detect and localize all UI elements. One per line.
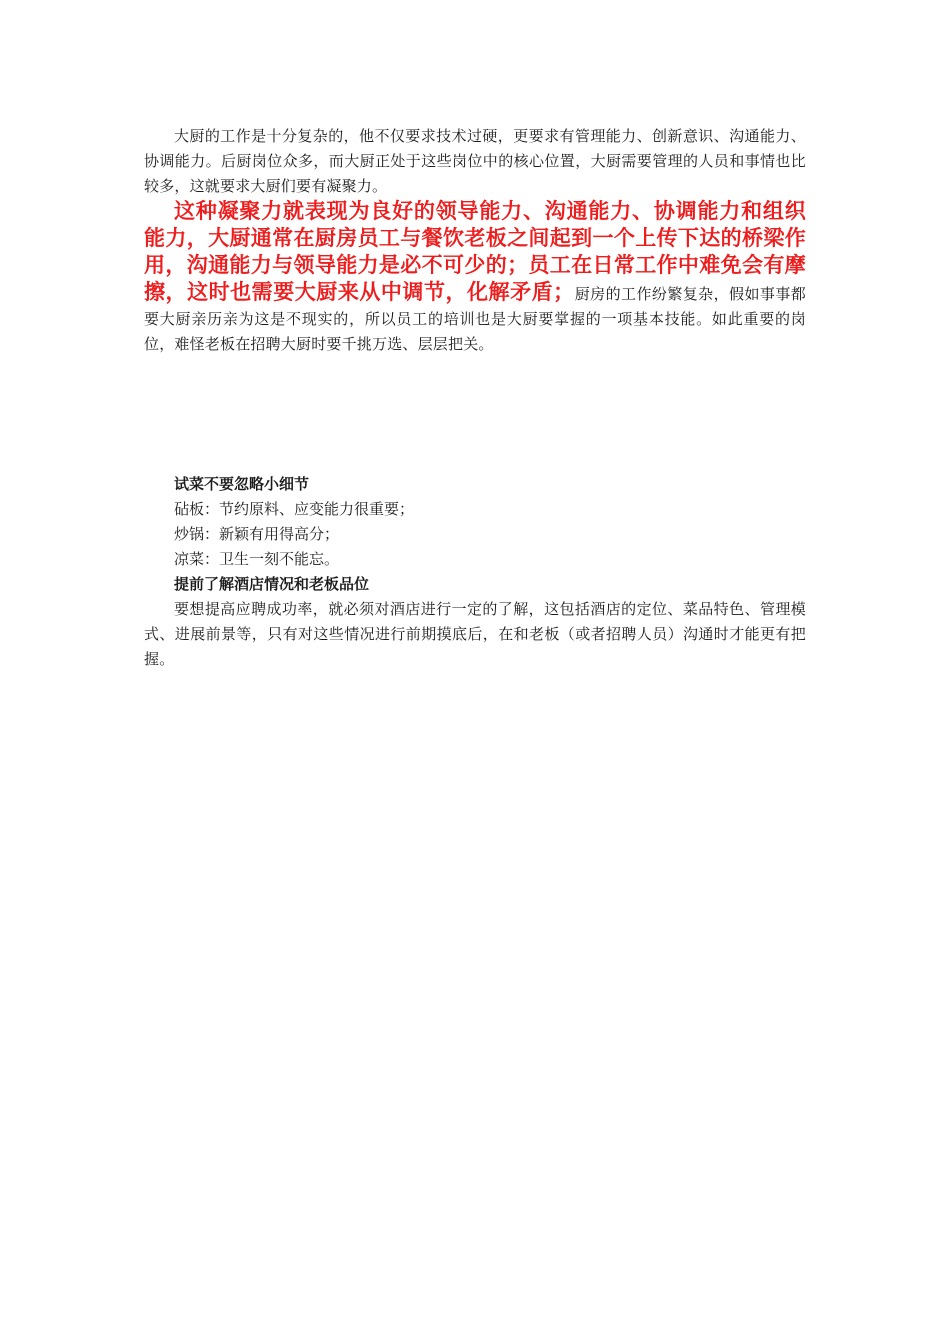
paragraph-know-hotel: 要想提高应聘成功率，就必须对酒店进行一定的了解，这包括酒店的定位、菜品特色、管理模式、进展前景等，只有对这些情况进行前期摸底后，在和老板（或者招聘人员）沟通时才能更有把握。: [144, 600, 806, 668]
paragraph-intro: 大厨的工作是十分复杂的，他不仅要求技术过硬，更要求有管理能力、创新意识、沟通能力、协调能力。后厨岗位众多，而大厨正处于这些岗位中的核心位置，大厨需要管理的人员和事情也比较多，这就要求大厨们要有凝聚力。: [144, 127, 806, 195]
list-item-cold-dish: 凉菜：卫生一刻不能忘。: [174, 550, 340, 568]
emphasis-text: 这种凝聚力就表现为良好的领导能力、沟通能力、协调能力和组织能力，大厨通常在厨房员工与餐饮老板之间起到一个上传下达的桥梁作用，沟通能力与领导能力是必不可少的；员工在日常工作中难免会有摩擦，这时也需要大厨来从中调节，化解矛盾；: [144, 199, 806, 304]
heading-know-hotel: 提前了解酒店情况和老板品位: [174, 575, 370, 593]
paragraph-cohesion: [144, 199, 806, 357]
heading-tasting-details: 试菜不要忽略小细节: [174, 475, 310, 493]
paragraph-cohesion-rest: 厨房的工作纷繁复杂，假如事事都要大厨亲历亲为这是不现实的，所以员工的培训也是大厨要掌握的一项基本技能。如此重要的岗位，难怪老板在招聘大厨时要千挑万选、层层把关。: [144, 285, 806, 353]
list-item-chopping-board: 砧板：节约原料、应变能力很重要；: [174, 500, 415, 518]
section-2: [144, 472, 806, 672]
section-1: [144, 124, 806, 357]
list-item-wok: 炒锅：新颖有用得高分；: [174, 525, 340, 543]
